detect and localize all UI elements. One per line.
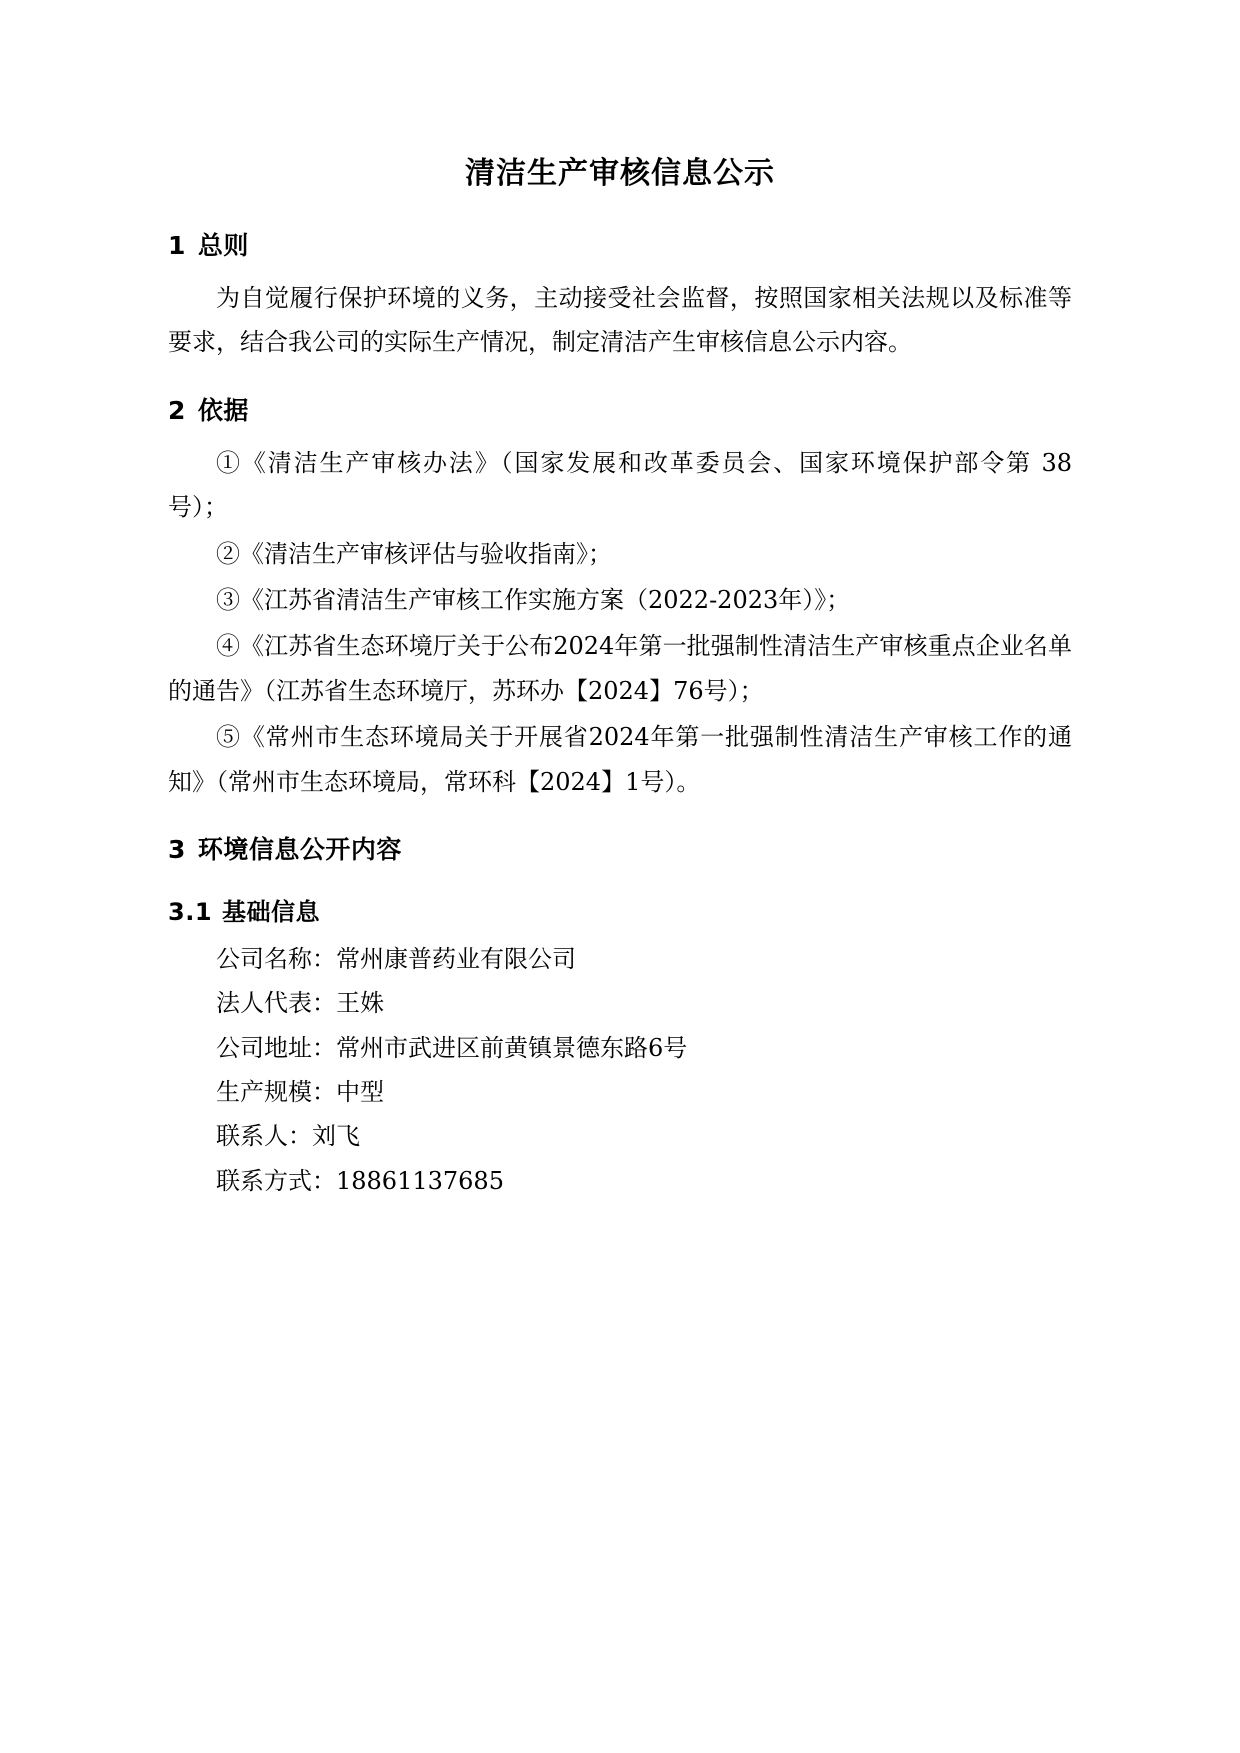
section-title-2: 依据 [197, 395, 249, 425]
section-1-paragraph-1: 为自觉履行保护环境的义务，主动接受社会监督，按照国家相关法规以及标准等要求，结合我公司的实际生产情况，制定清洁产生审核信息公示内容。 [168, 284, 1072, 357]
basic-info-list [168, 937, 1072, 1203]
subsection-number-3-1: 3.1 [168, 897, 213, 926]
section-title-3: 环境信息公开内容 [197, 834, 402, 864]
list-item: 公司地址：常州市武进区前黄镇景德东路6号 [216, 1033, 688, 1062]
section-2-paragraph-1: ①《清洁生产审核办法》（国家发展和改革委员会、国家环境保护部令第 38 号）； [168, 448, 1072, 522]
page-title: 清洁生产审核信息公示 [465, 156, 775, 191]
list-item: 法人代表：王姝 [216, 989, 384, 1018]
subsection-heading-3-1 [168, 892, 1072, 927]
section-2-paragraph-5: ⑤《常州市生态环境局关于开展省2024年第一批强制性清洁生产审核工作的通知》（常州市生态环境局，常环科【2024】1号）。 [168, 723, 1072, 796]
subsection-title-3-1: 基础信息 [222, 897, 321, 926]
section-number-1: 1 [168, 231, 186, 260]
list-item: 联系方式：18861137685 [216, 1166, 504, 1195]
section-heading-2 [168, 391, 1072, 427]
section-2-paragraph-2: ②《清洁生产审核评估与验收指南》； [216, 539, 612, 568]
section-2-paragraph-3: ③《江苏省清洁生产审核工作实施方案（2022-2023年）》； [216, 585, 851, 614]
list-item: 公司名称：常州康普药业有限公司 [216, 944, 576, 973]
section-heading-3 [168, 830, 1072, 866]
section-2-paragraph-4: ④《江苏省生态环境厅关于公布2024年第一批强制性清洁生产审核重点企业名单的通告》（江苏省生态环境厅，苏环办【2024】76号）； [168, 632, 1072, 705]
section-heading-1 [168, 226, 1072, 262]
section-title-1: 总则 [197, 231, 249, 260]
list-item: 联系人：刘飞 [216, 1122, 360, 1151]
section-number-3: 3 [168, 834, 186, 864]
list-item: 生产规模：中型 [216, 1078, 384, 1107]
section-number-2: 2 [168, 395, 186, 425]
